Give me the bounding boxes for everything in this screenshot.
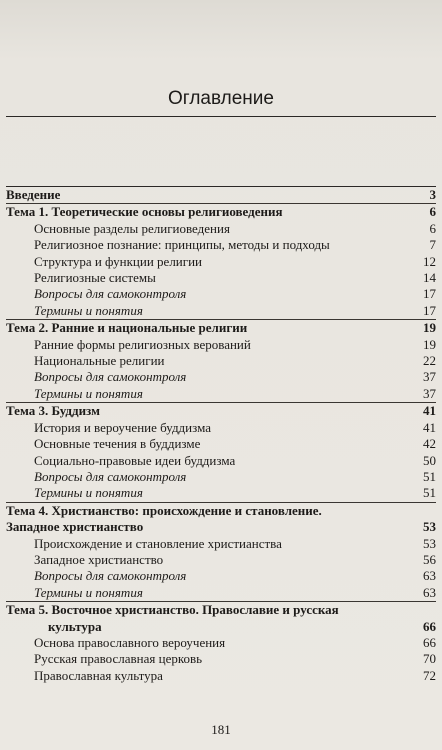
toc-entry-label: Вопросы для самоконтроля [34,568,187,584]
table-of-contents [6,186,436,684]
toc-entry-page: 56 [423,551,436,567]
toc-entry-page: 51 [423,468,436,484]
toc-entry [6,254,436,270]
toc-entry-label: Термины и понятия [34,302,143,318]
toc-entry-page: 17 [423,286,436,302]
toc-entry-label: Православная культура [34,667,163,683]
title-rule [6,116,436,117]
toc-entry-label: Тема 5. Восточное христианство. Православие и русская [6,602,339,618]
toc-entry [6,601,436,618]
toc-entry-label: Социально-правовые идеи буддизма [34,452,236,468]
toc-entry [6,386,436,402]
toc-entry-label: Западное христианство [6,519,144,535]
toc-entry-label: Термины и понятия [34,584,143,600]
toc-entry-label: Религиозные системы [34,270,156,286]
toc-entry [6,186,436,203]
toc-entry [6,270,436,286]
toc-entry-label: культура [48,618,102,634]
toc-entry-page: 17 [423,302,436,318]
toc-entry [6,519,436,535]
toc-entry-page: 37 [423,369,436,385]
toc-entry-page: 53 [423,519,436,535]
toc-entry-page: 41 [423,403,436,419]
page-title: Оглавление [168,88,274,109]
toc-entry [6,286,436,302]
toc-entry [6,668,436,684]
toc-entry [6,319,436,336]
toc-entry-page: 41 [423,419,436,435]
toc-entry [6,436,436,452]
toc-entry-label: Западное христианство [34,551,164,567]
toc-entry-label: Термины и понятия [34,485,143,501]
toc-entry-label: Вопросы для самоконтроля [34,286,187,302]
toc-entry-label: Тема 2. Ранние и национальные религии [6,320,248,336]
toc-entry [6,303,436,319]
toc-entry-label: Основные разделы религиоведения [34,220,230,236]
toc-entry [6,221,436,237]
toc-entry-label: Религиозное познание: принципы, методы и подходы [34,237,330,253]
toc-entry-page: 63 [423,584,436,600]
toc-entry-page: 63 [423,568,436,584]
toc-entry-label: Термины и понятия [34,385,143,401]
toc-entry-label: Тема 1. Теоретические основы религиоведения [6,204,283,220]
toc-entry-page: 12 [423,253,436,269]
toc-entry-page: 22 [423,353,436,369]
toc-entry-label: Происхождение и становление христианства [34,535,282,551]
toc-entry-label: Ранние формы религиозных верований [34,336,251,352]
toc-entry [6,536,436,552]
toc-entry-label: Структура и функции религии [34,253,203,269]
toc-entry-page: 37 [423,385,436,401]
toc-entry-page: 51 [423,485,436,501]
toc-entry [6,485,436,501]
toc-entry-label: Вопросы для самоконтроля [34,369,187,385]
toc-entry [6,203,436,220]
page-number: 181 [211,722,231,737]
toc-entry-page: 3 [429,187,436,202]
toc-entry-label: Введение [6,187,61,202]
bleed-through-text [0,0,442,160]
toc-entry [6,552,436,568]
toc-entry-label: Национальные религии [34,353,165,369]
toc-entry-page: 66 [423,618,436,634]
toc-entry [6,369,436,385]
toc-entry-page: 50 [423,452,436,468]
toc-entry [6,469,436,485]
toc-entry [6,402,436,419]
toc-entry [6,237,436,253]
toc-entry [6,420,436,436]
toc-entry [6,453,436,469]
toc-entry-page: 19 [423,320,436,336]
toc-entry-label: Основные течения в буддизме [34,436,201,452]
toc-entry-page: 70 [423,651,436,667]
toc-entry [6,568,436,584]
toc-entry [6,585,436,601]
toc-entry-label: Тема 4. Христианство: происхождение и становление. [6,502,322,518]
toc-entry-label: Русская православная церковь [34,651,203,667]
toc-entry-page: 6 [429,220,436,236]
toc-entry-page: 72 [423,667,436,683]
toc-entry [6,651,436,667]
toc-entry [6,502,436,519]
toc-entry-page: 14 [423,270,436,286]
toc-entry-label: Основа православного вероучения [34,634,226,650]
toc-entry-page: 66 [423,634,436,650]
toc-entry [6,337,436,353]
toc-entry [6,635,436,651]
toc-entry-label: История и вероучение буддизма [34,419,211,435]
toc-entry-page: 7 [429,237,436,253]
toc-entry-page: 19 [423,336,436,352]
toc-entry-label: Вопросы для самоконтроля [34,468,187,484]
toc-entry-page: 6 [429,204,436,220]
toc-entry-page: 42 [423,436,436,452]
toc-entry-page: 53 [423,535,436,551]
toc-entry [6,619,436,635]
toc-entry-label: Тема 3. Буддизм [6,403,100,419]
toc-entry [6,353,436,369]
